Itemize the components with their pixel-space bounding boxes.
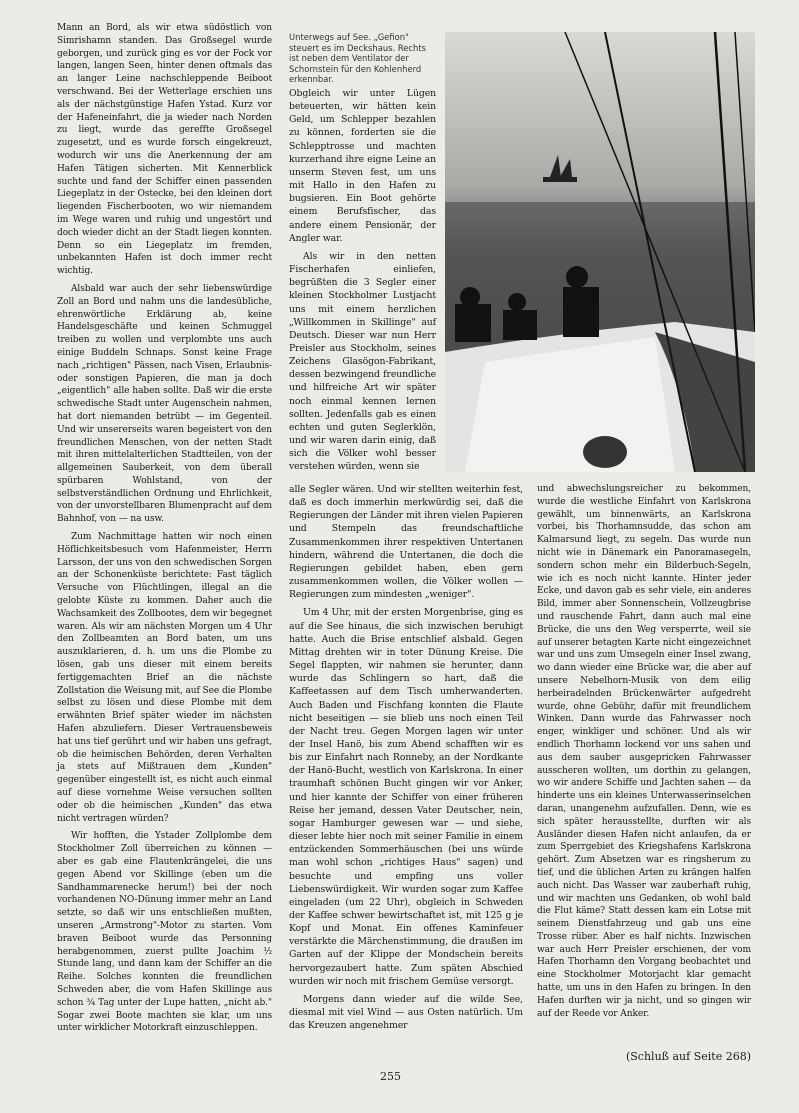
paragraph: alle Segler wären. Und wir stellten weiterhin fest, daß es doch immerhin merkwürdig sei, daß die Regierungen der Länder mit ihren vielen Papieren und Stempeln das freundschaftliche Zusammenkommen ihrer respektiven Untertanen hindern, während die Untertanen, die doch die Regierungen gebildet haben, eben gern zusammenkommen wollen, die Völker wollen — Regierungen zum mindesten „weniger". xyxy=(289,484,523,601)
paragraph: Mann an Bord, als wir etwa südöstlich von Simrishamn standen. Das Großsegel wurde geborgen, und zurück ging es vor der Fock vor langen, langen Seen, hinter denen oftmals das an langer Leine nachschleppende Beiboot verschwand. Bei der Wetterlage erschien uns als der nächstgünstige Hafen Ystad. Kurz vor der Hafeneinfahrt, die ja wieder nach Norden zu liegt, wurde das gereffte Großsegel zugesetzt, und es wurde forsch eingekreuzt, wodurch wir uns die Anerkennung der am Hafen Tätigen sicherten. Mit Kennerblick suchte und fand der Schiffer einen passenden Liegeplatz in der Ostecke, bei den kleinen dort liegenden Fischerbooten, wo wir niemandem im Wege waren und ruhig und ungestört und doch wieder dicht an der Stadt liegen konnten. Denn so ein Liegeplatz im fremden, unbekannten Hafen ist doch immer recht wichtig. xyxy=(57,23,272,277)
paragraph: Alsbald war auch der sehr liebenswürdige Zoll an Bord und nahm uns die landesübliche, ehrenwörtliche Erklärung ab, keine Handelsgeschäfte und keinen Schmuggel treiben zu wollen und verplombte uns auch einige Buddeln Schnaps. Sonst keine Frage nach „richtigen" Pässen, nach Visen, Erlaubnis- oder sonstigen Papieren, die man ja doch „eigentlich" alle haben sollte. Daß wir die erste schwedische Stadt unter Augenschein nahmen, hat dort niemanden betrübt — im Gegenteil. Und wir unsererseits waren begeistert von den freundlichen Menschen, von der netten Stadt mit ihren mittelalterlichen Stadtteilen, von der allgemeinen Sauberkeit, von dem überall spürbaren Wohlstand, von der selbstverständlichen Ordnung und Ehrlichkeit, von der unvorstellbaren Blumenpracht auf dem Bahnhof, von — na usw. xyxy=(57,283,272,525)
column-2 xyxy=(289,87,436,474)
column-3 xyxy=(537,483,751,1020)
sailing-photo xyxy=(445,32,755,472)
paragraph: Obgleich wir unter Lügen beteuerten, wir hätten kein Geld, um Schlepper bezahlen zu können, forderten sie die Schlepptrosse und machten kurzerhand ihre eigne Leine an unserm Steven fest, um uns mit Hallo in den Hafen zu bugsieren. Ein Boot gehörte einem Berufsfischer, das andere einem Pensionär, der Angler war. xyxy=(289,88,436,244)
column-2-continued xyxy=(289,483,523,1032)
paragraph: Als wir in den netten Fischerhafen einliefen, begrüßten die 3 Segler einer kleinen Stockholmer Lustjacht uns mit einem herzlichen „Willkommen in Skillinge" auf Deutsch. Dieser war nun Herr Preisler aus Stockholm, seines Zeichens Glasögon-Fabrikant, dessen bezwingend freundliche und hilfreiche Art wir später noch einmal kennen lernen sollten. Jedenfalls gab es einen echten und guten Seglerklön, und wir waren darin einig, daß sich die Völker wohl besser verstehen würden, wenn sie xyxy=(289,250,436,473)
paragraph: Zum Nachmittage hatten wir noch einen Höflichkeitsbesuch vom Hafenmeister, Herrn Larsson, der uns von den schwedischen Sorgen an der Schonenküste berichtete: Fast täglich Versuche von Flüchtlingen, illegal an die gelobte Küste zu kommen. Daher auch die Wachsamkeit des Zollbootes, dem wir begegnet waren. Als wir am nächsten Morgen um 4 Uhr den Zollbeamten an Bord baten, um uns auszuklarieren, d. h. um uns die Plombe zu lösen, gab uns dieser mit einem bereits fertiggemachten Brief an die nächste Zollstation die Weisung mit, auf See die Plombe selbst zu lösen und diese Plombe mit dem erwähnten Brief später wieder im nächsten Hafen abzuliefern. Dieser Vertrauensbeweis hat uns tief gerührt und wir haben uns gefragt, ob die heimischen Behörden, deren Verhalten ja stets auf Mißtrauen dem „Kunden" gegenüber eingestellt ist, es nicht auch einmal auf diese vornehme Weise versuchen sollten oder ob die heimischen „Kunden" das etwa nicht vertragen würden? xyxy=(57,532,273,824)
paragraph: Um 4 Uhr, mit der ersten Morgenbrise, ging es auf die See hinaus, die sich inzwischen beruhigt hatte. Auch die Brise entschlief alsbald. Gegen Mittag drehten wir in toter Dünung Kreise. Die Segel flappten, wir nahmen sie herunter, dann wurde das Schlingern so hart, daß die Kaffeetassen auf dem Tisch umherwanderten. Auch Baden und Fischfang konnten die Flaute nicht beseitigen — sie blieb uns noch einen Teil der Nacht treu. Gegen Morgen lagen wir unter der Insel Hanö, bis zum Abend schafften wir es bis zur Einfahrt nach Ronneby, an der Nordkante der Hanö-Bucht, westlich von Karlskrona. In einer traumhaft schönen Bucht gingen wir vor Anker, und hier kannte der Schiffer von einer früheren Reise her jemand, dessen Vater Deutscher, nein, sogar Hamburger gewesen war — und siehe, dieser lebte hier noch mit seiner Familie in einem entzückenden Sommerhäuschen (bei uns würde man wohl schon „richtiges Haus" sagen) und besuchte und empfing uns voller Liebenswürdigkeit. Wir wurden sogar zum Kaffee eingeladen (um 22 Uhr), obgleich in Schweden der Kaffee schwer bewirtschaftet ist, mit 125 g je Kopf und Monat. Ein offenes Kaminfeuer verstärkte die Märchenstimmung, die draußen im Garten auf der Klippe der Mondschein bereits hervorgezaubert hatte. Zum späten Abschied wurden wir noch mit frischem Gemüse versorgt. xyxy=(289,607,523,987)
continuation-note: (Schluß auf Seite 268) xyxy=(625,1050,751,1063)
page-number: 255 xyxy=(380,1070,401,1083)
paragraph: Wir hofften, die Ystader Zollplombe dem Stockholmer Zoll überreichen zu können — aber es gab eine Flautenkrängelei, die uns gegen Abend vor Skillinge (eben um die Sandhammarenecke herum!) bei der noch vorhandenen NO-Dünung immer mehr an Land setzte, so daß wir uns entschließen mußten, unseren „Armstrong"-Motor zu starten. Vom braven Beiboot wurde das Personning herabgenommen, zuerst pullte Joachim ½ Stunde lang, und dann kam der Schiffer an die Reihe. Solches konnten die freundlichen Schweden aber, die vom Hafen Skillinge aus schon ¾ Tag unter der Lupe hatten, „nicht ab." Sogar zwei Boote machten sie klar, um uns unter wirklicher Motorkraft einzuschleppen. xyxy=(57,831,272,1034)
photo-caption: Unterwegs auf See. „Gefion" steuert es im Deckshaus. Rechts ist neben dem Ventilator der Schornstein für den Kohlenherd erkennbar. xyxy=(289,32,426,84)
column-1 xyxy=(57,22,272,1035)
paragraph: und abwechslungsreicher zu bekommen, wurde die westliche Einfahrt von Karlskrona gewählt, um binnenwärts, an Karlskrona vorbei, bis Thorhamnsudde, das schon am Kalmarsund liegt, zu segeln. Das wurde nun nicht wie in Dänemark ein Panoramasegeln, sondern schon mehr ein Bilderbuch-Segeln, wie ich es noch nicht kannte. Hinter jeder Ecke, und davon gab es sehr viele, ein anderes Bild, immer aber Sonnenschein, Vollzeugbrise und rauschende Fahrt, dann auch mal eine Brücke, die uns den Weg versperrte, weil sie auf unserer betagten Karte nicht eingezeichnet war und uns zum Umsegeln einer Insel zwang, wo dann wieder eine Brücke war, die aber auf unsere Nebelhorn-Musik von dem eilig herbeiradelnden Brückenwärter aufgedreht wurde, ohne Gebühr, dafür mit freundlichem Winken. Dann wurde das Fahrwasser noch enger, winkliger und schöner. Und als wir endlich Thorhamn lockend vor uns sahen und aus dem sauber ausgepricken Fahrwasser ausscheren wollten, um dorthin zu gelangen, wo wir andere Schiffe und Jachten sahen — da hinderte uns ein kleines Unterwasserinselchen daran, unangenehm aufzufallen. Denn, wie es sich später herausstellte, durften wir als Ausländer diesen Hafen nicht anlaufen, da er zum Sperrgebiet des Kriegshafens Karlskrona gehört. Zum Absetzen war es ringsherum zu tief, und die üblichen Arten zu krängen halfen auch nicht. Das Wasser war zauberhaft ruhig, und wir machten uns Gedanken, ob wohl bald die Flut käme? Statt dessen kam ein Lotse mit seinem Dienstfahrzeug und gab uns eine Trosse rüber. Aber es half nichts. Inzwischen war auch Herr Preisler erschienen, der vom Hafen Thorhamn den Vorgang beobachtet und eine Stockholmer Motorjacht klar gemacht hatte, um uns in den Hafen zu bringen. In den Hafen durften wir ja nicht, und so gingen wir auf der Reede vor Anker. xyxy=(537,484,751,1019)
paragraph: Morgens dann wieder auf die wilde See, diesmal mit viel Wind — aus Osten natürlich. Um das Kreuzen angenehmer xyxy=(289,993,523,1032)
